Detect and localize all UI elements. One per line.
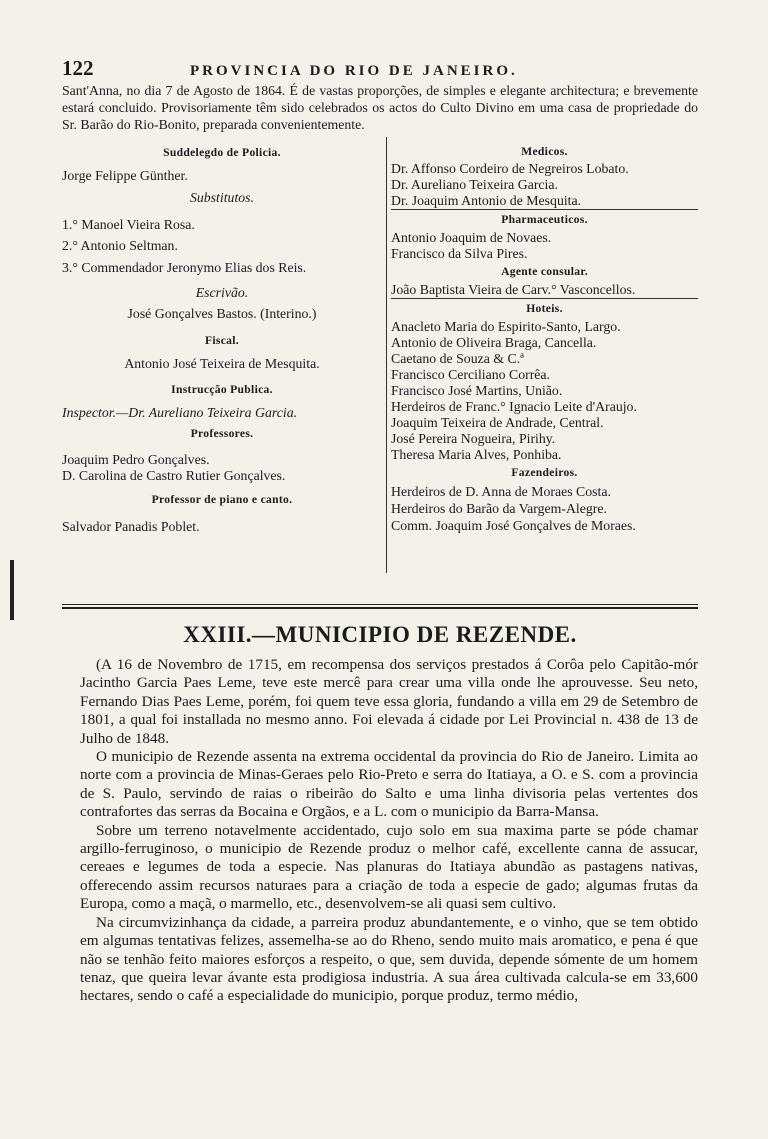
- substitutos-heading: Substitutos.: [189, 190, 254, 205]
- hotel-1: Anacleto Maria do Espirito-Santo, Largo.: [391, 319, 621, 334]
- directory-columns: [62, 137, 698, 573]
- hotel-7: Joaquim Teixeira de Andrade, Central.: [391, 415, 604, 430]
- fazendeiro-3: Comm. Joaquim José Gonçalves de Moraes.: [391, 518, 636, 533]
- inspector-line: Inspector.—Dr. Aureliano Teixeira Garcia.: [62, 405, 298, 420]
- piano-heading: Professor de piano e canto.: [151, 493, 293, 506]
- instruccao-heading: Instrucção Publica.: [171, 383, 273, 396]
- margin-mark: [10, 560, 14, 620]
- piano-teacher: Salvador Panadis Poblet.: [62, 519, 200, 534]
- professores-heading: Professores.: [190, 427, 254, 440]
- running-title: PROVINCIA DO RIO DE JANEIRO.: [190, 63, 518, 79]
- fiscal-name: Antonio José Teixeira de Mesquita.: [124, 356, 320, 371]
- hotel-3: Caetano de Souza & C.ª: [391, 351, 524, 366]
- section-title: XXIII.—MUNICIPIO DE REZENDE.: [183, 622, 577, 647]
- paragraph-limits: O municipio de Rezende assenta na extrema occidental da provincia do Rio de Janeiro. Limita ao norte com a provincia de Minas-Geraes pelo Rio-Preto e serra do Itatiaya, a O. e S. com a provincia de S. Paulo, servindo de raias o ribeirão do Salto e uma linha divisoria pelas vertentes dos contrafortes das serras da Bocaina e Orgãos, e a L. com o municipio da Barra-Mansa.: [80, 748, 698, 821]
- delegado-name: Jorge Felippe Günther.: [62, 168, 188, 183]
- hoteis-heading: Hoteis.: [526, 302, 563, 315]
- page-header: [62, 56, 698, 82]
- escrivao-name: José Gonçalves Bastos. (Interino.): [127, 306, 317, 321]
- professor-2: D. Carolina de Castro Rutier Gonçalves.: [62, 468, 286, 483]
- paragraph-history: (A 16 de Novembro de 1715, em recompensa dos serviços prestados á Corôa pelo Capitão-mór Jacintho Garcia Paes Leme, teve este mercê para crear uma villa onde lhe aprouvesse. Seu neto, Fernando Dias Paes Leme, porém, foi quem teve essa gloria, fundando a villa em 29 de Setembro de 1801, a qual foi installada no mesmo anno. Foi elevada á cidade por Lei Provincial n. 438 de 13 de Julho de 1848.: [80, 656, 698, 747]
- right-column: [387, 137, 698, 573]
- hotel-2: Antonio de Oliveira Braga, Cancella.: [391, 335, 597, 350]
- pharmaceutico-2: Francisco da Silva Pires.: [391, 246, 528, 261]
- paragraph-vineyard: Na circumvizinhança da cidade, a parreira produz abundantemente, e o vinho, que se tem obtido em algumas tentativas felizes, assemelha-se ao do Rheno, sendo muito mais aromatico, e pena é que não se tenhão feito maiores esforços a respeito, o que, sem duvida, depende sómente de um homem tenaz, que queira levar ávante esta prodigiosa industria. A sua área cultivada calcula-se em 33,600 hectares, sendo o café a especialidade do municipio, porque produz, termo médio,: [80, 913, 698, 1005]
- intro-paragraph: Sant'Anna, no dia 7 de Agosto de 1864. É de vastas proporções, de simples e elegante architectura; e brevemente estará concluido. Provisoriamente têm sido celebrados os actos do Culto Divino em uma casa de propriedade do Sr. Barão do Rio-Bonito, preparada convenientemente.: [62, 83, 698, 132]
- fiscal-heading: Fiscal.: [205, 334, 239, 347]
- paragraph-produce: Sobre um terreno notavelmente accidentado, cujo solo em sua maxima parte se póde chamar argillo-ferruginoso, o municipio de Rezende produz o melhor café, excellente canna de assucar, cereaes e legumes de toda a especie. Nas planuras do Itatiaya abundão as pastagens nativas, offerecendo assim recursos naturaes para a criação de toda a especie de gado; algumas frutas da Europa, como a maçã, o marmello, etc., desenvolvem-se ali quasi sem cultivo.: [80, 821, 698, 913]
- medico-2: Dr. Aureliano Teixeira Garcia.: [391, 177, 558, 192]
- medico-3: Dr. Joaquim Antonio de Mesquita.: [391, 193, 698, 210]
- fazendeiros-heading: Fazendeiros.: [511, 466, 578, 479]
- agente-name: João Baptista Vieira de Carv.° Vasconcellos.: [391, 282, 698, 299]
- agente-heading: Agente consular.: [501, 265, 588, 278]
- page: [62, 56, 698, 573]
- pharmaceuticos-heading: Pharmaceuticos.: [501, 213, 588, 226]
- hotel-4: Francisco Cerciliano Corrêa.: [391, 367, 550, 382]
- fazendeiro-1: Herdeiros de D. Anna de Moraes Costa.: [391, 484, 611, 499]
- substituto-2: 2.° Antonio Seltman.: [62, 238, 178, 253]
- hotel-5: Francisco José Martins, União.: [391, 383, 563, 398]
- delegado-heading: Suddelegdo de Policia.: [163, 146, 281, 159]
- hotel-8: José Pereira Nogueira, Pirihy.: [391, 431, 556, 446]
- fazendeiro-2: Herdeiros do Barão da Vargem-Alegre.: [391, 501, 607, 516]
- substituto-1: 1.° Manoel Vieira Rosa.: [62, 217, 195, 232]
- professor-1: Joaquim Pedro Gonçalves.: [62, 452, 210, 467]
- medicos-heading: Medicos.: [521, 145, 568, 158]
- hotel-6: Herdeiros de Franc.° Ignacio Leite d'Araujo.: [391, 399, 637, 414]
- left-column: [62, 137, 387, 573]
- section-body: [80, 656, 698, 1006]
- pharmaceutico-1: Antonio Joaquim de Novaes.: [391, 230, 552, 245]
- medico-1: Dr. Affonso Cordeiro de Negreiros Lobato.: [391, 161, 629, 176]
- section-rule-top: [62, 604, 698, 605]
- substituto-3: 3.° Commendador Jeronymo Elias dos Reis.: [62, 260, 307, 275]
- hotel-9: Theresa Maria Alves, Ponhiba.: [391, 447, 562, 462]
- page-number: 122: [62, 56, 94, 80]
- escrivao-heading: Escrivão.: [195, 285, 249, 300]
- section-rule-bottom: [62, 607, 698, 609]
